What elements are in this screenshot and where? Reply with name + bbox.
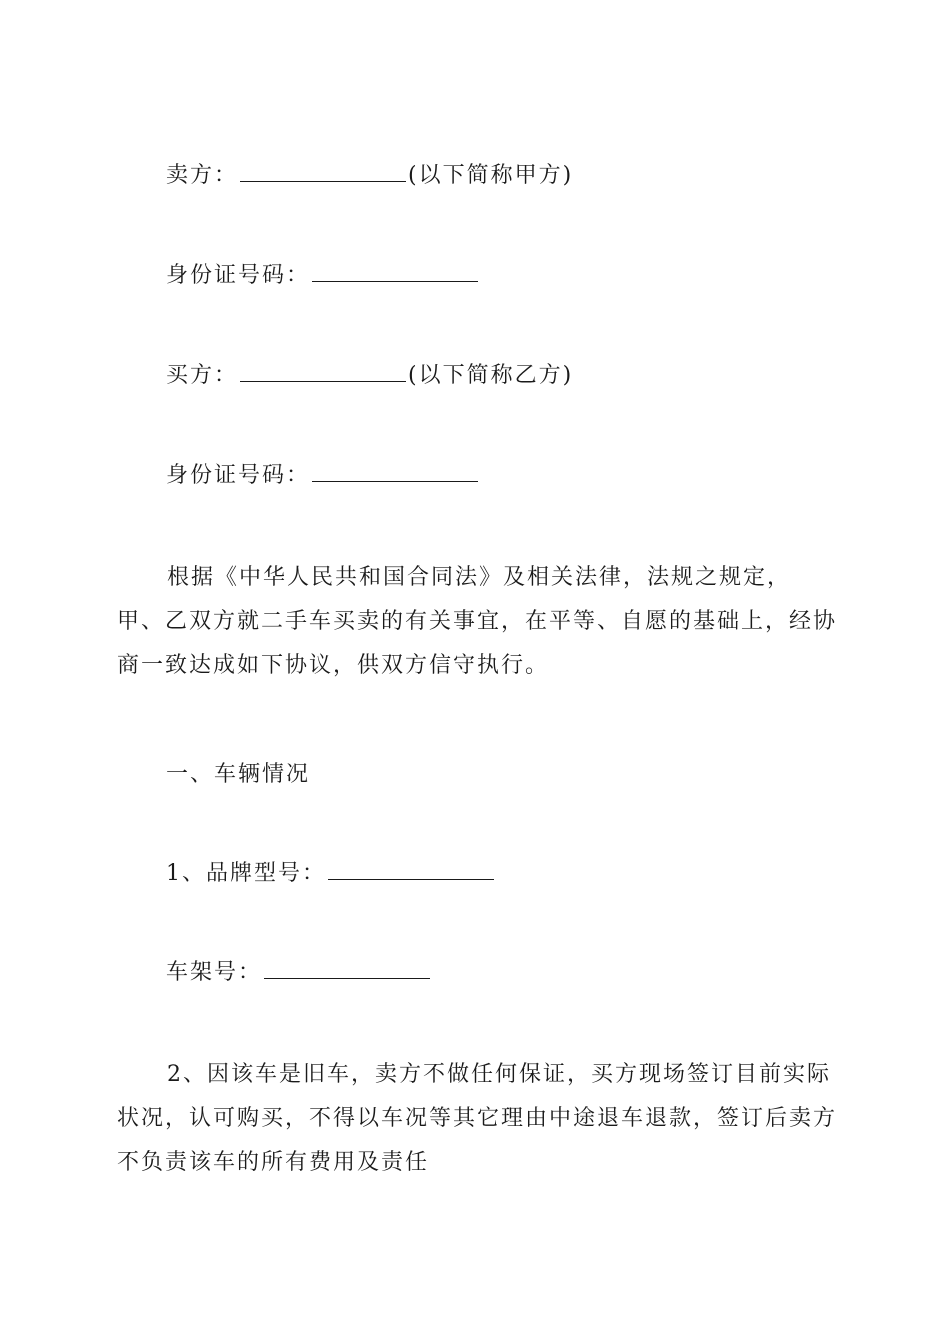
seller-suffix: (以下简称甲方) <box>408 163 574 188</box>
seller-line <box>166 161 573 191</box>
section1-heading: 一、车辆情况 <box>166 762 311 787</box>
brand-model-label: 1、品牌型号： <box>166 861 326 886</box>
brand-model-blank[interactable] <box>328 859 494 880</box>
brand-model-line <box>166 859 496 889</box>
buyer-line <box>166 361 573 391</box>
vin-label: 车架号： <box>166 960 263 985</box>
buyer-id-blank[interactable] <box>312 461 478 482</box>
buyer-label: 买方： <box>166 363 239 388</box>
seller-id-line <box>166 261 480 291</box>
vin-blank[interactable] <box>264 958 430 979</box>
vin-line <box>166 958 432 988</box>
item2-paragraph: 2、因该车是旧车，卖方不做任何保证，买方现场签订目前实际状况，认可购买，不得以车况等其它理由中途退车退款，签订后卖方不负责该车的所有费用及责任 <box>117 1062 838 1175</box>
seller-blank[interactable] <box>240 161 406 182</box>
seller-id-label: 身份证号码： <box>166 263 311 288</box>
intro-paragraph: 根据《中华人民共和国合同法》及相关法律，法规之规定，甲、乙双方就二手车买卖的有关事宜，在平等、自愿的基础上，经协商一致达成如下协议，供双方信守执行。 <box>117 565 838 678</box>
buyer-suffix: (以下简称乙方) <box>408 363 574 388</box>
seller-label: 卖方： <box>166 163 239 188</box>
buyer-id-line <box>166 461 480 491</box>
buyer-blank[interactable] <box>240 361 406 382</box>
seller-id-blank[interactable] <box>312 261 478 282</box>
buyer-id-label: 身份证号码： <box>166 463 311 488</box>
